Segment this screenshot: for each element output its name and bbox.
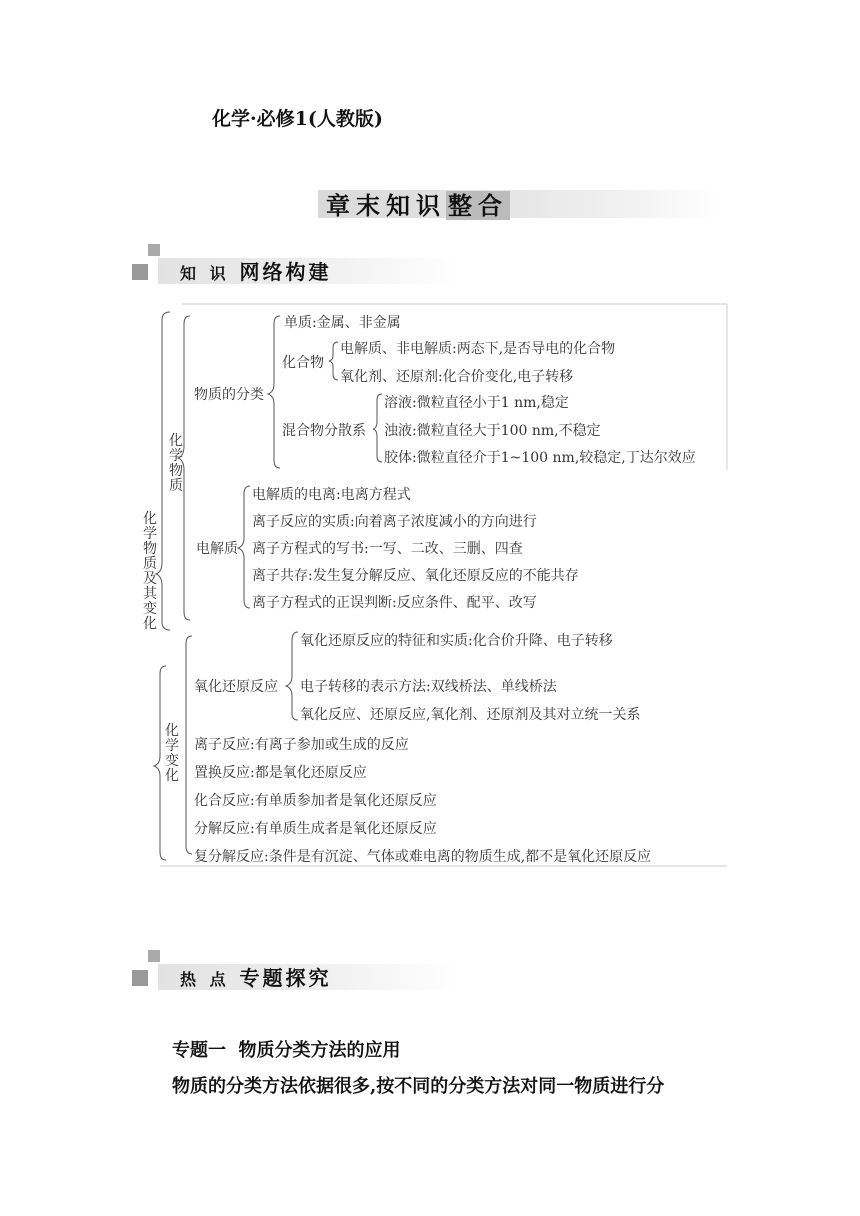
redox-label: 氧化还原反应 <box>194 679 278 695</box>
electrolyte-item-1: 电解质的电离:电离方程式 <box>252 487 411 503</box>
section-label-a: 热 点 <box>180 970 230 989</box>
section-label <box>180 962 332 991</box>
chapter-title-highlight: 整合 <box>448 191 508 220</box>
compound-item-2: 氧化剂、还原剂:化合价变化,电子转移 <box>340 369 574 385</box>
chem-substance-label: 化学物质 <box>169 433 183 494</box>
mixture-item-3: 胶体:微粒直径介于1~100 nm,较稳定,丁达尔效应 <box>384 450 696 466</box>
mixture-label: 混合物分散系 <box>282 423 366 439</box>
deco-square <box>148 950 160 962</box>
mixture-item-1: 溶液:微粒直径小于1 nm,稳定 <box>384 395 569 411</box>
compound-label: 化合物 <box>282 355 324 371</box>
change-item-5: 复分解反应:条件是有沉淀、气体或难电离的物质生成,都不是氧化还原反应 <box>194 849 652 865</box>
elements-item: 单质:金属、非金属 <box>284 315 401 331</box>
root-label: 化学物质及其变化 <box>143 511 157 632</box>
change-item-2: 置换反应:都是氧化还原反应 <box>194 765 367 781</box>
compound-item-1: 电解质、非电解质:两态下,是否导电的化合物 <box>340 341 616 357</box>
redox-item-3: 氧化反应、还原反应,氧化剂、还原剂及其对立统一关系 <box>300 707 641 723</box>
deco-square <box>132 970 148 986</box>
electrolyte-item-4: 离子共存:发生复分解反应、氧化还原反应的不能共存 <box>252 568 579 584</box>
electrolyte-item-3: 离子方程式的写书:一写、二改、三删、四查 <box>252 541 523 557</box>
chapter-title-main: 章末知识 <box>326 191 446 220</box>
section-label-b: 网络构建 <box>239 260 332 284</box>
mixture-item-2: 浊液:微粒直径大于100 nm,不稳定 <box>384 423 601 439</box>
change-item-1: 离子反应:有离子参加或生成的反应 <box>194 737 409 753</box>
section-label-b: 专题探究 <box>239 966 332 990</box>
redox-item-1: 氧化还原反应的特征和实质:化合价升降、电子转移 <box>300 633 613 649</box>
electrolyte-label: 电解质 <box>196 541 238 557</box>
section-label-a: 知 识 <box>180 264 230 283</box>
topic-title: 专题一 物质分类方法的应用 <box>172 1040 401 1061</box>
classification-label: 物质的分类 <box>194 387 264 403</box>
redox-item-2: 电子转移的表示方法:双线桥法、单线桥法 <box>300 679 557 695</box>
change-item-4: 分解反应:有单质生成者是氧化还原反应 <box>194 821 437 837</box>
body-text: 物质的分类方法依据很多,按不同的分类方法对同一物质进行分 <box>172 1076 665 1097</box>
section-heading-topics <box>132 950 462 990</box>
electrolyte-item-2: 离子反应的实质:向着离子浓度减小的方向进行 <box>252 514 537 530</box>
chem-change-label: 化学变化 <box>165 723 179 784</box>
electrolyte-item-5: 离子方程式的正误判断:反应条件、配平、改写 <box>252 595 537 611</box>
change-item-3: 化合反应:有单质参加者是氧化还原反应 <box>194 793 437 809</box>
page-header: 化学·必修1(人教版) <box>212 108 383 130</box>
